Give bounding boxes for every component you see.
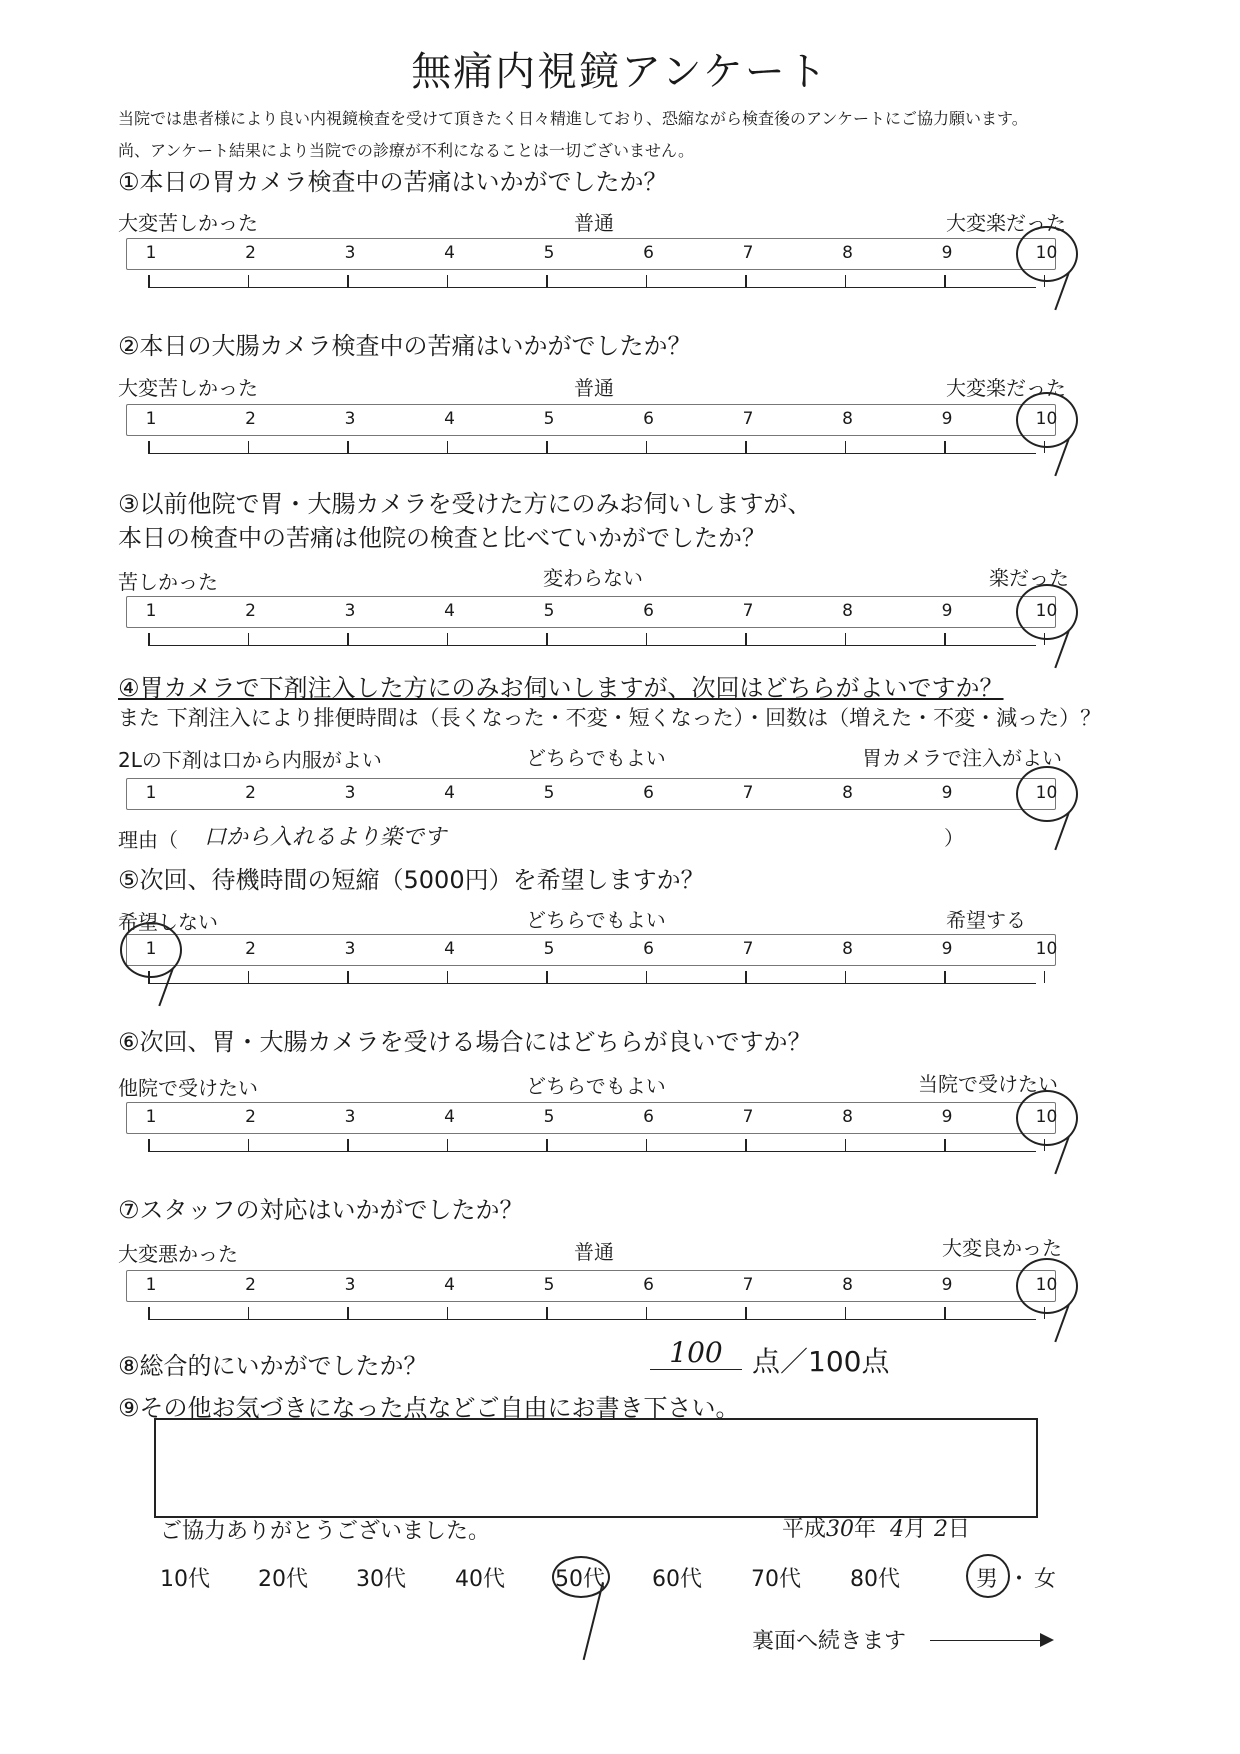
question-9: ⑨その他お気づきになった点などご自由にお書き下さい。 [118,1394,740,1422]
q2-mid-label: 普通 [574,376,614,400]
q1-left-label: 大変苦しかった [118,211,258,235]
age-option[interactable]: 80代 [850,1567,900,1592]
continue-note: 裏面へ続きます [752,1629,907,1654]
date-month-unit: 月 [904,1517,927,1542]
scale-number[interactable]: 7 [742,939,754,959]
scale-number[interactable]: 1 [145,1107,157,1127]
date-day-unit: 日 [948,1517,971,1542]
date-year[interactable]: 30 [826,1517,855,1542]
scale-number[interactable]: 10 [1035,1107,1058,1127]
ruler-tick [447,971,449,983]
q1-scale[interactable] [126,238,1056,270]
scale-number[interactable]: 5 [543,1275,555,1295]
age-option[interactable]: 20代 [258,1567,308,1592]
ruler-tick [944,1139,946,1151]
scale-number[interactable]: 9 [941,783,953,803]
scale-number[interactable]: 7 [742,601,754,621]
scale-number[interactable]: 8 [842,939,853,959]
scale-number[interactable]: 4 [444,243,455,263]
ruler-tick [745,1139,747,1151]
scale-number[interactable]: 3 [344,243,356,263]
ruler-tick [745,971,747,983]
ruler-tick [546,1307,548,1319]
q6-scale[interactable] [126,1102,1056,1134]
scale-number[interactable]: 4 [444,939,455,959]
ruler-tick [745,1307,747,1319]
q7-left-label: 大変悪かった [118,1242,238,1266]
sex-female[interactable]: 女 [1034,1567,1057,1592]
date-year-unit: 年 [854,1517,877,1542]
ruler-tick [646,1307,648,1319]
q4-mid-label: どちらでもよい [526,746,666,770]
question-4-line-2: また 下剤注入により排便時間は（長くなった・不変・短くなった）・回数は（増えた・不変・減った）？ [118,706,1102,730]
date-era: 平成 [782,1517,827,1542]
scale-number[interactable]: 7 [742,1107,754,1127]
scale-number[interactable]: 8 [842,783,853,803]
ruler-tick [347,1307,349,1319]
q3-scale[interactable] [126,596,1056,628]
scale-number[interactable]: 5 [543,409,555,429]
question-7: ⑦スタッフの対応はいかがでしたか？ [118,1196,524,1224]
ruler-tick [347,275,349,287]
q7-right-label: 大変良かった [942,1236,1062,1260]
scale-number[interactable]: 5 [543,243,555,263]
q8-score-handwritten[interactable]: 100 [650,1336,742,1370]
scale-number[interactable]: 1 [145,243,157,263]
ruler-tick [148,275,150,287]
scale-number[interactable]: 1 [145,409,157,429]
ruler-tick [646,971,648,983]
date-day[interactable]: 2 [934,1517,949,1542]
ruler-tick [845,441,847,453]
question-5: ⑤次回、待機時間の短縮（5000円）を希望しますか？ [118,866,705,894]
sex-separator: ・ [1008,1567,1031,1592]
question-1: ①本日の胃カメラ検査中の苦痛はいかがでしたか？ [118,168,668,196]
scale-number[interactable]: 6 [643,939,654,959]
sex-selection-circle [966,1554,1010,1598]
ruler-tick [148,1139,150,1151]
scale-number[interactable]: 6 [643,1107,654,1127]
q1-ruler [148,273,1036,288]
ruler-tick [347,633,349,645]
scale-number[interactable]: 7 [742,1275,754,1295]
scale-number[interactable]: 1 [145,1275,157,1295]
scale-number[interactable]: 3 [344,939,356,959]
scale-number[interactable]: 2 [245,601,256,621]
scale-number[interactable]: 2 [245,1275,256,1295]
scale-number[interactable]: 8 [842,1275,853,1295]
q5-ruler [148,969,1036,984]
q3-ruler [148,631,1036,646]
ruler-tick [148,1307,150,1319]
scale-number[interactable]: 1 [145,939,157,959]
scale-number[interactable]: 3 [344,409,356,429]
scale-number[interactable]: 3 [344,1275,356,1295]
ruler-tick [944,971,946,983]
scale-number[interactable]: 10 [1035,409,1058,429]
thanks-text: ご協力ありがとうございました。 [160,1519,491,1544]
q6-mid-label: どちらでもよい [526,1074,666,1098]
scale-number[interactable]: 4 [444,1275,455,1295]
q4-reason-label: 理由（ [118,828,178,852]
ruler-tick [745,633,747,645]
ruler-tick [347,441,349,453]
comment-box[interactable] [154,1418,1038,1518]
scale-number[interactable]: 8 [842,243,853,263]
q4-reason-close: ） [944,826,964,850]
q5-scale[interactable] [126,934,1056,966]
scale-number[interactable]: 1 [145,783,157,803]
scale-number[interactable]: 4 [444,409,455,429]
scale-number[interactable]: 9 [941,243,953,263]
q2-scale[interactable] [126,404,1056,436]
q2-left-label: 大変苦しかった [118,376,258,400]
question-3: ③以前他院で胃・大腸カメラを受けた方にのみお伺いしますが、 [118,490,812,518]
q5-right-label: 希望する [946,908,1026,932]
q7-scale[interactable] [126,1270,1056,1302]
question-6: ⑥次回、胃・大腸カメラを受ける場合にはどちらが良いですか？ [118,1028,812,1056]
q4-scale[interactable] [126,778,1056,810]
scale-number[interactable]: 9 [941,1107,953,1127]
q3-left-label: 苦しかった [118,570,218,594]
scale-number[interactable]: 8 [842,409,853,429]
scale-number[interactable]: 7 [742,409,754,429]
age-option[interactable]: 60代 [652,1567,702,1592]
date-field [782,1512,970,1543]
scale-number[interactable]: 6 [643,1275,654,1295]
scale-number[interactable]: 9 [941,1275,953,1295]
ruler-tick [944,275,946,287]
ruler-tick [646,441,648,453]
q5-left-label: 希望しない [118,910,218,934]
scale-number[interactable]: 2 [245,243,256,263]
age-option[interactable]: 70代 [751,1567,801,1592]
sex-male[interactable]: 男 [976,1567,999,1592]
ruler-tick [447,1307,449,1319]
scale-number[interactable]: 10 [1035,783,1058,803]
scale-number[interactable]: 6 [643,243,654,263]
scale-number[interactable]: 9 [941,409,953,429]
scale-number[interactable]: 2 [245,783,256,803]
arrow-right-icon [1040,1633,1054,1647]
q6-ruler [148,1137,1036,1152]
intro-line-1: 当院では患者様により良い内視鏡検査を受けて頂きたく日々精進しており、恐縮ながら検査後のアンケートにご協力願います。 [118,109,1028,128]
scale-number[interactable]: 9 [941,601,953,621]
scale-number[interactable]: 3 [344,783,356,803]
ruler-tick [845,1307,847,1319]
ruler-tick [347,971,349,983]
ruler-tick [248,275,250,287]
q3-right-label: 楽だった [989,566,1069,590]
ruler-tick [745,275,747,287]
q5-mid-label: どちらでもよい [526,908,666,932]
ruler-tick [148,633,150,645]
ruler-tick [347,1139,349,1151]
q4-right-label: 胃カメラで注入がよい [862,746,1062,770]
ruler-tick [447,275,449,287]
ruler-tick [447,441,449,453]
ruler-tick [447,1139,449,1151]
ruler-tick [1044,971,1046,983]
scale-number[interactable]: 4 [444,1107,455,1127]
scale-number[interactable]: 10 [1035,601,1058,621]
scale-number[interactable]: 10 [1035,939,1058,959]
scale-number[interactable]: 5 [543,601,555,621]
ruler-tick [845,275,847,287]
scale-number[interactable]: 8 [842,1107,853,1127]
ruler-tick [248,1139,250,1151]
ruler-tick [646,275,648,287]
ruler-tick [248,971,250,983]
scale-number[interactable]: 9 [941,939,953,959]
ruler-tick [944,1307,946,1319]
ruler-tick [845,971,847,983]
scale-number[interactable]: 4 [444,601,455,621]
q6-right-label: 当院で受けたい [918,1072,1058,1096]
continue-arrow-line [930,1640,1044,1641]
scale-number[interactable]: 7 [742,783,754,803]
q6-left-label: 他院で受けたい [118,1076,258,1100]
age-option[interactable]: 10代 [160,1567,210,1592]
scale-number[interactable]: 4 [444,783,455,803]
question-8: ⑧総合的にいかがでしたか？ [118,1352,428,1380]
q1-mid-label: 普通 [574,211,614,235]
ruler-tick [646,633,648,645]
scale-number[interactable]: 3 [344,601,356,621]
scale-number[interactable]: 3 [344,1107,356,1127]
ruler-tick [248,633,250,645]
ruler-tick [546,1139,548,1151]
ruler-tick [248,1307,250,1319]
scale-number[interactable]: 1 [145,601,157,621]
question-4: ④胃カメラで下剤注入した方にのみお伺いしますが、次回はどちらがよいですか？ [118,674,1004,702]
age-option[interactable]: 40代 [455,1567,505,1592]
scale-number[interactable]: 2 [245,1107,256,1127]
ruler-tick [546,971,548,983]
q8-score-unit: 点／100点 [752,1345,890,1378]
age-option[interactable]: 30代 [356,1567,406,1592]
question-3-line-2: 本日の検査中の苦痛は他院の検査と比べていかがでしたか？ [118,524,766,552]
q3-mid-label: 変わらない [543,566,643,590]
ruler-tick [944,441,946,453]
q2-ruler [148,439,1036,454]
ruler-tick [845,1139,847,1151]
date-month[interactable]: 4 [890,1517,905,1542]
scale-number[interactable]: 7 [742,243,754,263]
ruler-tick [148,441,150,453]
age-option-selected[interactable]: 50代 [555,1567,605,1592]
intro-line-2: 尚、アンケート結果により当院での診療が不利になることは一切ございません。 [118,141,695,160]
scale-number[interactable]: 5 [543,939,555,959]
scale-number[interactable]: 5 [543,783,555,803]
ruler-tick [248,441,250,453]
scale-number[interactable]: 8 [842,601,853,621]
q1-right-label: 大変楽だった [946,211,1066,235]
scale-number[interactable]: 10 [1035,1275,1058,1295]
ruler-tick [745,441,747,453]
q4-left-label: 2Lの下剤は口から内服がよい [118,748,382,772]
ruler-tick [546,275,548,287]
ruler-tick [944,633,946,645]
q7-ruler [148,1305,1036,1320]
ruler-tick [646,1139,648,1151]
q2-right-label: 大変楽だった [946,376,1066,400]
scale-number[interactable]: 6 [643,409,654,429]
ruler-tick [546,633,548,645]
scale-number[interactable]: 6 [643,601,654,621]
scale-number[interactable]: 5 [543,1107,555,1127]
survey-title: 無痛内視鏡アンケート [411,49,829,95]
ruler-tick [546,441,548,453]
question-2: ②本日の大腸カメラ検査中の苦痛はいかがでしたか？ [118,332,692,360]
scale-number[interactable]: 10 [1035,243,1058,263]
q7-mid-label: 普通 [574,1240,614,1264]
ruler-tick [845,633,847,645]
ruler-tick [447,633,449,645]
scale-number[interactable]: 2 [245,409,256,429]
scale-number[interactable]: 6 [643,783,654,803]
scale-number[interactable]: 2 [245,939,256,959]
q4-reason-handwritten[interactable]: 口から入れるより楽です [204,825,447,850]
